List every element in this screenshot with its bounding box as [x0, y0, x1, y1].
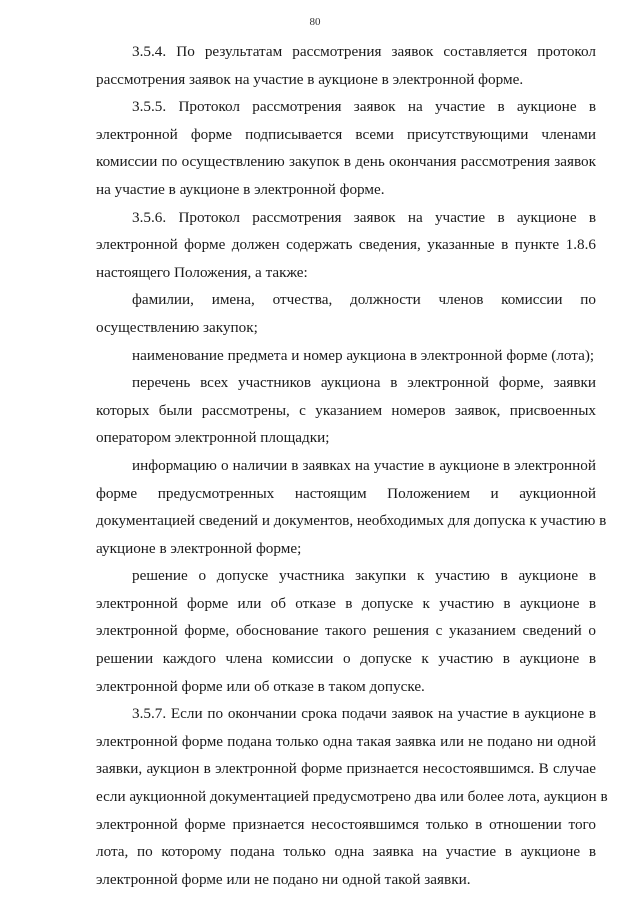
text-line: электронной форме подана только одна такая заявка или не подано ни одной	[96, 732, 596, 750]
text-line: на участие в аукционе в электронной форме.	[96, 180, 385, 198]
text-line: решении каждого члена комиссии о допуске к участию в аукционе в	[96, 650, 596, 668]
document-body	[96, 38, 608, 893]
paragraph-item-subject	[96, 342, 596, 370]
text-line: 3.5.6. Протокол рассмотрения заявок на участие в аукционе в	[132, 208, 596, 226]
text-line: настоящего Положения, а также:	[96, 263, 308, 281]
text-line: электронной форме или не подано ни одной такой заявки.	[96, 870, 471, 888]
text-line: аукционе в электронной форме;	[96, 539, 302, 557]
text-line: 3.5.7. Если по окончании срока подачи заявок на участие в аукционе в	[132, 705, 596, 723]
text-line: электронной форме или об отказе в допуске к участию в аукционе в	[96, 594, 596, 612]
text-line: электронной форме признается несостоявшимся только в отношении того	[96, 815, 596, 833]
paragraph-item-info	[96, 452, 607, 562]
text-line: оператором электронной площадки;	[96, 429, 330, 447]
paragraph-3.5.4	[96, 38, 596, 93]
paragraph-item-decision	[96, 562, 596, 700]
text-line: решение о допуске участника закупки к участию в аукционе в	[132, 567, 596, 585]
paragraph-3.5.5	[96, 93, 596, 203]
text-line: электронной форме, обоснование такого решения с указанием сведений о	[96, 622, 596, 640]
text-line: электронной форме подписывается всеми присутствующими членами	[96, 125, 596, 143]
paragraph-item-participants	[96, 369, 596, 452]
text-line: лота, по которому подана только одна заявка на участие в аукционе в	[96, 843, 596, 861]
text-line: перечень всех участников аукциона в электронной форме, заявки	[132, 374, 596, 392]
text-line: которых были рассмотрены, с указанием номеров заявок, присвоенных	[96, 401, 596, 419]
text-line: осуществлению закупок;	[96, 318, 258, 336]
text-line: 3.5.5. Протокол рассмотрения заявок на участие в аукционе в	[132, 98, 596, 116]
text-line: форме предусмотренных настоящим Положением и аукционной	[96, 484, 596, 502]
text-line: электронной форме должен содержать сведения, указанные в пункте 1.8.6	[96, 236, 596, 254]
text-line: документацией сведений и документов, необходимых для допуска к участию в	[96, 512, 607, 530]
text-line: комиссии по осуществлению закупок в день окончания рассмотрения заявок	[96, 153, 596, 171]
paragraph-item-names	[96, 286, 596, 341]
text-line: электронной форме или об отказе в таком допуске.	[96, 677, 425, 695]
paragraph-3.5.6	[96, 204, 596, 287]
text-line: если аукционной документацией предусмотрено два или более лота, аукцион в	[96, 788, 608, 806]
text-line: наименование предмета и номер аукциона в электронной форме (лота);	[132, 346, 595, 364]
paragraph-3.5.7	[96, 700, 608, 893]
text-line: фамилии, имена, отчества, должности членов комиссии по	[132, 291, 596, 309]
text-line: рассмотрения заявок на участие в аукционе в электронной форме.	[96, 70, 524, 88]
text-line: 3.5.4. По результатам рассмотрения заявок составляется протокол	[132, 43, 596, 60]
text-line: информацию о наличии в заявках на участие в аукционе в электронной	[132, 456, 596, 474]
text-line: заявки, аукцион в электронной форме признается несостоявшимся. В случае	[96, 760, 596, 778]
page-number: 80	[309, 16, 321, 28]
